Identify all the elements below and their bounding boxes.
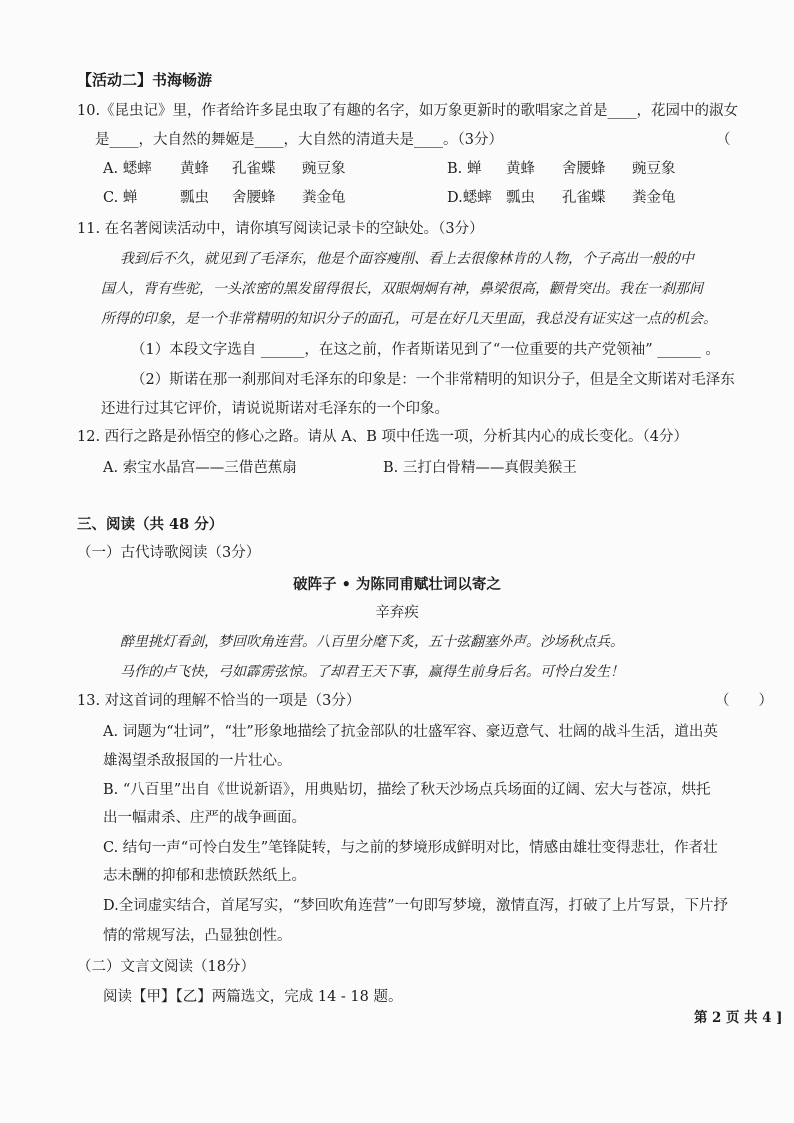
option-item: 舍腰蜂 <box>232 190 276 206</box>
part2-heading: （二）文言文阅读（18分） <box>77 959 255 975</box>
option-item: 粪金龟 <box>632 190 676 206</box>
q10-answer-bracket: （ <box>716 132 731 148</box>
q13-option-c-line1: C. 结句一声“可怜白发生”笔锋陡转，与之前的梦境形成鲜明对比，情感由雄壮变得悲壮，作者壮 <box>103 840 718 856</box>
q12-option-b: B. 三打白骨精——真假美猴王 <box>383 460 577 476</box>
q10-line1: 10.《昆虫记》里，作者给许多昆虫取了有趣的名字，如万象更新时的歌唱家之首是____，花园中的淑女 <box>77 103 739 119</box>
section3-heading: 三、阅读（共 48 分） <box>77 516 224 533</box>
page-footer: 第 2 页 共 4 ] <box>694 1010 783 1026</box>
part1-heading: （一）古代诗歌阅读（3分） <box>77 545 261 561</box>
q13-option-b-line1: B. “八百里”出自《世说新语》，用典贴切，描绘了秋天沙场点兵场面的辽阔、宏大与苍凉，烘托 <box>103 782 711 798</box>
option-label: D.蟋蟀 <box>447 190 492 206</box>
q13-option-a-line2: 雄渴望杀敌报国的一片壮心。 <box>103 753 292 769</box>
q13-option-d-line1: D.全词虚实结合，首尾写实，“梦回吹角连营”一句即写梦境，激情直泻，打破了上片写景，下片抒 <box>103 898 729 914</box>
section-activity2-heading: 【活动二】书海畅游 <box>77 71 213 89</box>
q13-option-b-line2: 出一幅肃杀、庄严的战争画面。 <box>103 810 306 826</box>
poem-author: 辛弃疾 <box>375 605 419 621</box>
option-item: 黄蜂 <box>180 161 209 177</box>
part2-instruction: 阅读【甲】【乙】两篇选文，完成 14 - 18 题。 <box>103 989 403 1005</box>
option-item: 舍腰蜂 <box>562 161 606 177</box>
q13-option-a-line1: A. 词题为“壮词”，“壮”形象地描绘了抗金部队的壮盛军容、豪迈意气、壮阔的战斗生活，道出英 <box>103 724 718 740</box>
poem-line2: 马作的卢飞快，弓如霹雳弦惊。了却君王天下事，赢得生前身后名。可怜白发生！ <box>120 664 624 680</box>
q11-subquestion-2a: （2）斯诺在那一刹那间对毛泽东的印象是：一个非常精明的知识分子，但是全文斯诺对毛泽东 <box>131 372 735 388</box>
q11-passage-line1: 我到后不久，就见到了毛泽东，他是个面容瘦削、看上去很像林肯的人物，个子高出一般的中 <box>120 251 694 267</box>
option-item: 豌豆象 <box>302 161 346 177</box>
q11-passage-line3: 所得的印象，是一个非常精明的知识分子的面孔，可是在好几天里面，我总没有证实这一点的机会。 <box>101 311 717 327</box>
q12-stem: 12. 西行之路是孙悟空的修心之路。请从 A、B 项中任选一项，分析其内心的成长变化。（4分） <box>77 429 688 445</box>
q11-stem: 11. 在名著阅读活动中，请你填写阅读记录卡的空缺处。（3分） <box>77 221 484 237</box>
option-item: 孔雀蝶 <box>232 161 276 177</box>
option-item: 黄蜂 <box>506 161 535 177</box>
option-item: 瓢虫 <box>180 190 209 206</box>
q13-answer-bracket: （ ） <box>715 693 773 709</box>
q13-stem: 13. 对这首词的理解不恰当的一项是（3分） <box>77 693 361 709</box>
option-item: 孔雀蝶 <box>562 190 606 206</box>
option-label: C. 蝉 <box>103 190 138 206</box>
option-label: B. 蝉 <box>447 161 482 177</box>
q11-passage-line2: 国人，背有些驼，一头浓密的黑发留得很长，双眼炯炯有神，鼻梁很高，颧骨突出。我在一刹那间 <box>101 281 703 297</box>
q13-option-c-line2: 志未酬的抑郁和悲愤跃然纸上。 <box>103 868 306 884</box>
poem-line1: 醉里挑灯看剑，梦回吹角连营。八百里分麾下炙，五十弦翻塞外声。沙场秋点兵。 <box>120 634 624 650</box>
option-label: A. 蟋蟀 <box>103 161 152 177</box>
option-item: 豌豆象 <box>632 161 676 177</box>
q10-line2: 是____，大自然的舞姬是____，大自然的清道夫是____。（3分） <box>95 132 503 148</box>
q13-option-d-line2: 情的常规写法，凸显独创性。 <box>103 928 292 944</box>
option-item: 瓢虫 <box>506 190 535 206</box>
q11-subquestion-2b: 还进行过其它评价，请说说斯诺对毛泽东的一个印象。 <box>101 401 449 417</box>
q11-subquestion-1: （1）本段文字选自 ______，在这之前，作者斯诺见到了“一位重要的共产党领袖” ______ 。 <box>131 342 720 358</box>
poem-title: 破阵子 • 为陈同甫赋壮词以寄之 <box>293 576 501 593</box>
q12-option-a: A. 索宝水晶宫——三借芭蕉扇 <box>103 460 297 476</box>
option-item: 粪金龟 <box>302 190 346 206</box>
